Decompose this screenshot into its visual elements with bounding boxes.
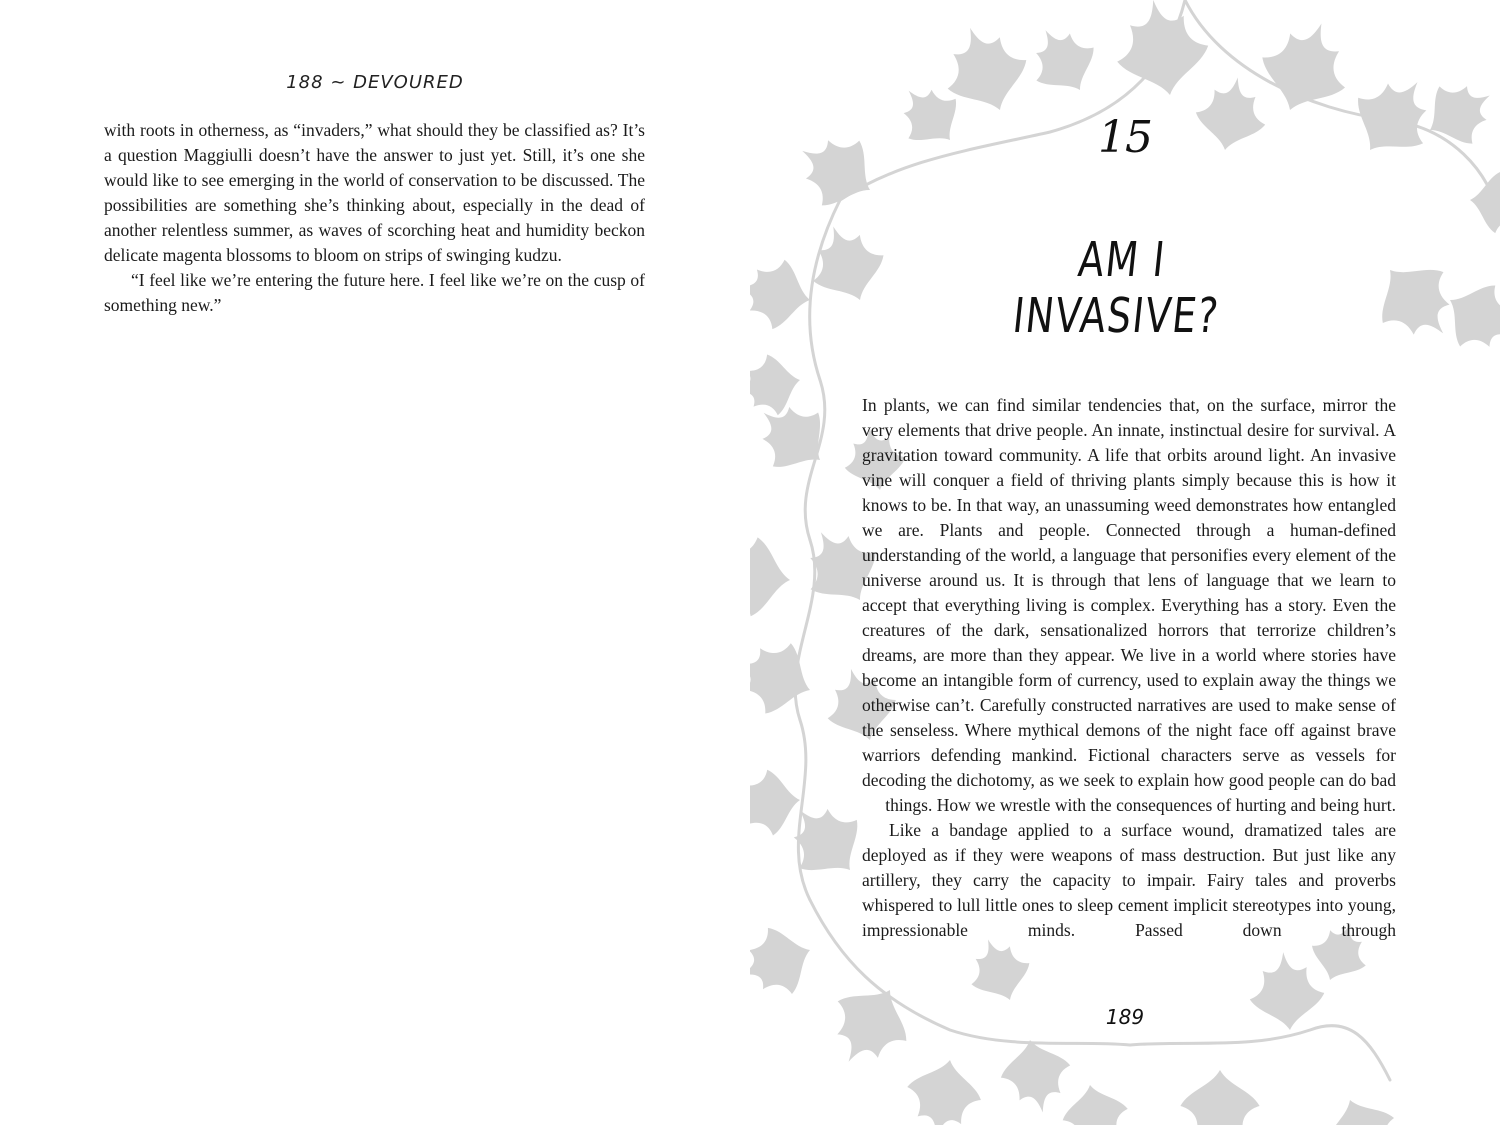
- chapter-number: 15: [1098, 112, 1152, 163]
- right-paragraph-2: Like a bandage applied to a surface wound, dramatized tales are deployed as if they were weapons of mass destruction. But just like any artillery, they carry the capacity to impair. Fairy tales and proverbs whispered to lull little ones to sleep cement implicit stereotypes into young, impressionable minds. Passed down through: [862, 820, 1396, 940]
- right-paragraph-1: In plants, we can find similar tendencies that, on the surface, mirror the very elements that drive people. An innate, instinctual desire for survival. A gravitation toward community. A life that orbits around light. An invasive vine will conquer a field of thriving plants simply because this is how it knows to be. In that way, an unassuming weed demonstrates how entangled we are. Plants and people. Connected through a human-defined understanding of the world, a language that personifies every element of the universe around us. It is through that lens of language that we learn to accept that everything living is complex. Everything has a story. Even the creatures of the dark, sensationalized horrors that terrorize children’s dreams, are more than they appear. We live in a world where stories have become an intangible form of currency, used to explain away the things we otherwise can’t. Carefully constructed narratives are used to make sense of the senseless. Where mythical demons of the night face off against brave warriors defending mankind. Fictional characters serve as vessels for decoding the dichotomy, as we seek to explain how good people can do bad things. How we wrestle with the consequences of hurting and being hurt.: [862, 395, 1396, 815]
- left-paragraph-1: with roots in otherness, as “invaders,” what should they be classified as? It’s a question Maggiulli doesn’t have the answer to just yet. Still, it’s one she would like to see emerging in the world of conservation to be discussed. The possibilities are something she’s thinking about, especially in the dead of another relentless summer, as waves of scorching heat and humidity beckon delicate magenta blossoms to bloom on strips of swinging kudzu.: [104, 120, 645, 265]
- page-number: 189: [1105, 1005, 1145, 1029]
- right-page: [750, 0, 1500, 1125]
- chapter-title-line-2: INVASIVE?: [1010, 288, 1223, 344]
- left-page-body: [104, 118, 645, 318]
- left-paragraph-2: “I feel like we’re entering the future here. I feel like we’re on the cusp of something new.”: [104, 270, 645, 315]
- chapter-title: [977, 232, 1262, 344]
- running-head: 188 ~ DEVOURED: [286, 72, 464, 93]
- chapter-title-line-1: AM I: [1075, 232, 1169, 288]
- right-page-body: [862, 393, 1396, 943]
